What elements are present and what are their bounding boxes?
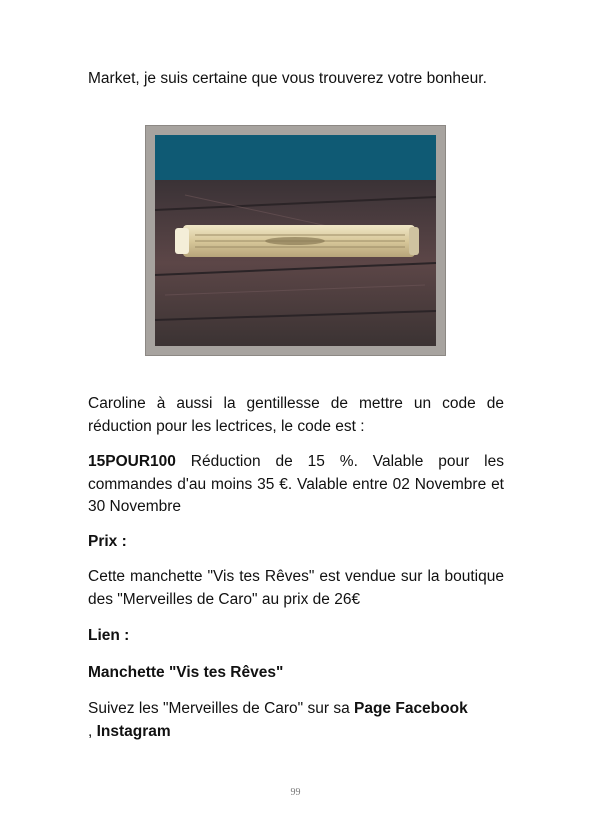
product-link-paragraph [88, 662, 504, 685]
product-link[interactable]: Manchette "Vis tes Rêves" [88, 664, 284, 681]
intro-paragraph: Market, je suis certaine que vous trouverez votre bonheur. [88, 70, 487, 87]
page-number: 99 [290, 787, 301, 798]
link-heading [88, 625, 504, 648]
facebook-link[interactable]: Page Facebook [354, 700, 468, 717]
link-heading-text: Lien : [88, 627, 130, 644]
discount-code: 15POUR100 [88, 453, 176, 470]
follow-prefix: Suivez les "Merveilles de Caro" sur sa [88, 700, 354, 717]
discount-code-paragraph [88, 451, 504, 519]
bracelet-illustration [155, 135, 436, 346]
discount-intro-paragraph: Caroline à aussi la gentillesse de mettre un code de réduction pour les lectrices, le code est : [88, 395, 504, 435]
price-heading-text: Prix : [88, 533, 127, 550]
price-heading [88, 531, 504, 554]
bracelet-photo [146, 126, 445, 355]
follow-separator: , [88, 722, 97, 740]
follow-paragraph [88, 698, 504, 743]
price-paragraph: Cette manchette "Vis tes Rêves" est vendue sur la boutique des "Merveilles de Caro" au prix de 26€ [88, 568, 504, 608]
instagram-link[interactable]: Instagram [96, 722, 171, 740]
discount-details: Réduction de 15 %. Valable pour les commandes d'au moins 35 €. Valable entre 02 Novembre et 30 Novembre [88, 453, 504, 515]
